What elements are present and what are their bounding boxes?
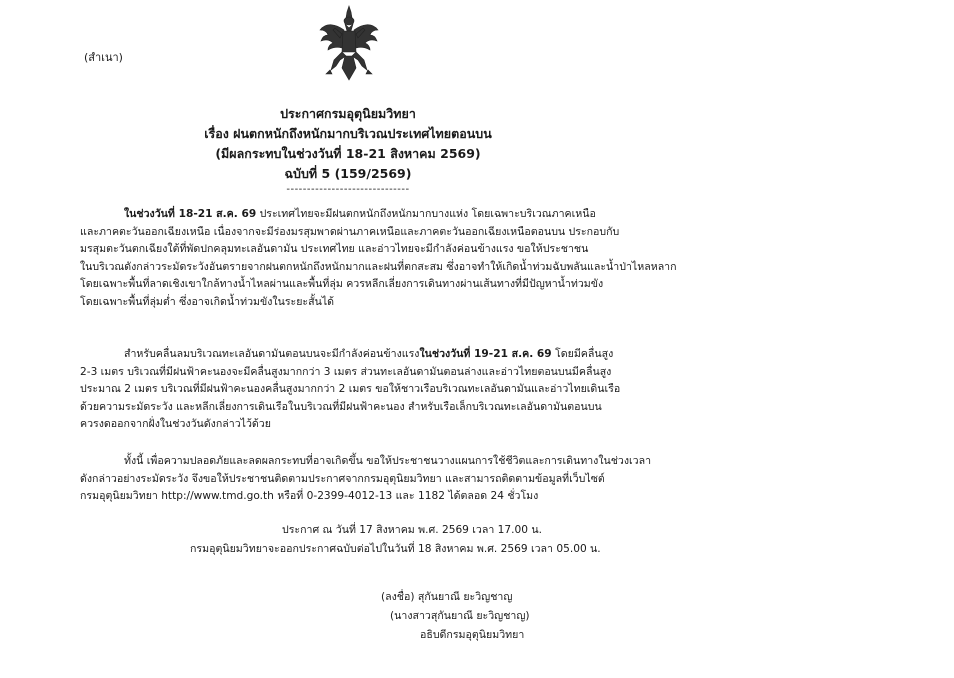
- issued-date: ประกาศ ณ วันที่ 17 สิงหาคม พ.ศ. 2569 เวลา 17.00 น.: [282, 524, 542, 536]
- paragraph-line: [80, 206, 614, 224]
- signatory-name: (นางสาวสุกันยาณี ยะวิญชาญ): [390, 610, 530, 622]
- paragraph-line: 2-3 เมตร บริเวณที่มีฝนฟ้าคะนองจะมีคลื่นสูงมากกว่า 3 เมตร ส่วนทะเลอันดามันตอนล่างและอ่าวไทยตอนบนมีคลื่นสูง: [80, 365, 612, 378]
- paragraph-line: ในบริเวณดังกล่าวระมัดระวังอันตรายจากฝนตกหนักถึงหนักมากและฝนที่ตกสะสม ซึ่งอาจทำให้เกิดน้ำท่วมฉับพลันและน้ำป่าไหลหลาก: [80, 260, 677, 273]
- paragraph-line: ดังกล่าวอย่างระมัดระวัง จึงขอให้ประชาชนติดตามประกาศจากกรมอุตุนิยมวิทยา และสามารถติดตามข้อมูลที่เว็บไซต์: [80, 472, 605, 485]
- paragraph-text: ประเทศไทยจะมีฝนตกหนักถึงหนักมากบางแห่ง โดยเฉพาะบริเวณภาคเหนือ: [256, 208, 596, 220]
- impact-period: (มีผลกระทบในช่วงวันที่ 18-21 สิงหาคม 2569): [215, 146, 481, 161]
- paragraph-line: มรสุมตะวันตกเฉียงใต้ที่พัดปกคลุมทะเลอันดามัน ประเทศไทย และอ่าวไทยจะมีกำลังค่อนข้างแรง ขอให้ประชาชน: [80, 243, 589, 256]
- subject-title: เรื่อง ฝนตกหนักถึงหนักมากบริเวณประเทศไทยตอนบน: [204, 126, 492, 141]
- wave-period: ในช่วงวันที่ 19-21 ส.ค. 69: [419, 348, 552, 360]
- paragraph-line: โดยเฉพาะพื้นที่ลุ่มต่ำ ซึ่งอาจเกิดน้ำท่วมขังในระยะสั้นได้: [80, 295, 335, 308]
- paragraph-wave-forecast: [80, 346, 621, 434]
- paragraph-text: สำหรับคลื่นลมบริเวณทะเลอันดามันตอนบนจะมีกำลังค่อนข้างแรง: [124, 348, 420, 360]
- separator-line: ------------------------------: [286, 184, 410, 195]
- paragraph-safety-advice: [80, 453, 652, 506]
- issue-number: ฉบับที่ 5 (159/2569): [284, 166, 412, 181]
- paragraph-rain-forecast: [80, 206, 677, 312]
- paragraph-line: ด้วยความระมัดระวัง และหลีกเลี่ยงการเดินเรือในบริเวณที่มีฝนฟ้าคะนอง สำหรับเรือเล็กบริเวณทะเลอันดามันตอนบน: [80, 400, 602, 413]
- next-issue-note: กรมอุตุนิยมวิทยาจะออกประกาศฉบับต่อไปในวันที่ 18 สิงหาคม พ.ศ. 2569 เวลา 05.00 น.: [190, 543, 601, 555]
- copy-mark: (สำเนา): [84, 51, 123, 64]
- agency-title: ประกาศกรมอุตุนิยมวิทยา: [280, 106, 416, 121]
- paragraph-line: ประมาณ 2 เมตร บริเวณที่มีฝนฟ้าคะนองคลื่นสูงมากกว่า 2 เมตร ขอให้ชาวเรือบริเวณทะเลอันดามันและอ่าวไทยเดินเรือ: [80, 383, 621, 396]
- paragraph-line: [80, 346, 614, 364]
- garuda-emblem-icon: [318, 4, 380, 84]
- paragraph-line: ควรงดออกจากฝั่งในช่วงวันดังกล่าวไว้ด้วย: [80, 418, 271, 431]
- paragraph-line: โดยเฉพาะพื้นที่ลาดเชิงเขาใกล้ทางน้ำไหลผ่านและพื้นที่ลุ่ม ควรหลีกเลี่ยงการเดินทางผ่านเส้นทางที่มีปัญหาน้ำท่วมขัง: [80, 278, 604, 291]
- paragraph-line: และภาคตะวันออกเฉียงเหนือ เนื่องจากจะมีร่องมรสุมพาดผ่านภาคเหนือและภาคตะวันออกเฉียงเหนือตอนบน ประกอบกับ: [80, 225, 620, 238]
- paragraph-text: โดยมีคลื่นสูง: [551, 348, 614, 360]
- signatory-position: อธิบดีกรมอุตุนิยมวิทยา: [420, 629, 525, 641]
- signature-line: (ลงชื่อ) สุกันยาณี ยะวิญชาญ: [381, 591, 513, 603]
- paragraph-line: กรมอุตุนิยมวิทยา http://www.tmd.go.th หรือที่ 0-2399-4012-13 และ 1182 ได้ตลอด 24 ชั่วโมง: [80, 490, 539, 503]
- forecast-period: ในช่วงวันที่ 18-21 ส.ค. 69: [124, 208, 257, 220]
- paragraph-line: ทั้งนี้ เพื่อความปลอดภัยและลดผลกระทบที่อาจเกิดขึ้น ขอให้ประชาชนวางแผนการใช้ชีวิตและการเดินทางในช่วงเวลา: [124, 455, 652, 467]
